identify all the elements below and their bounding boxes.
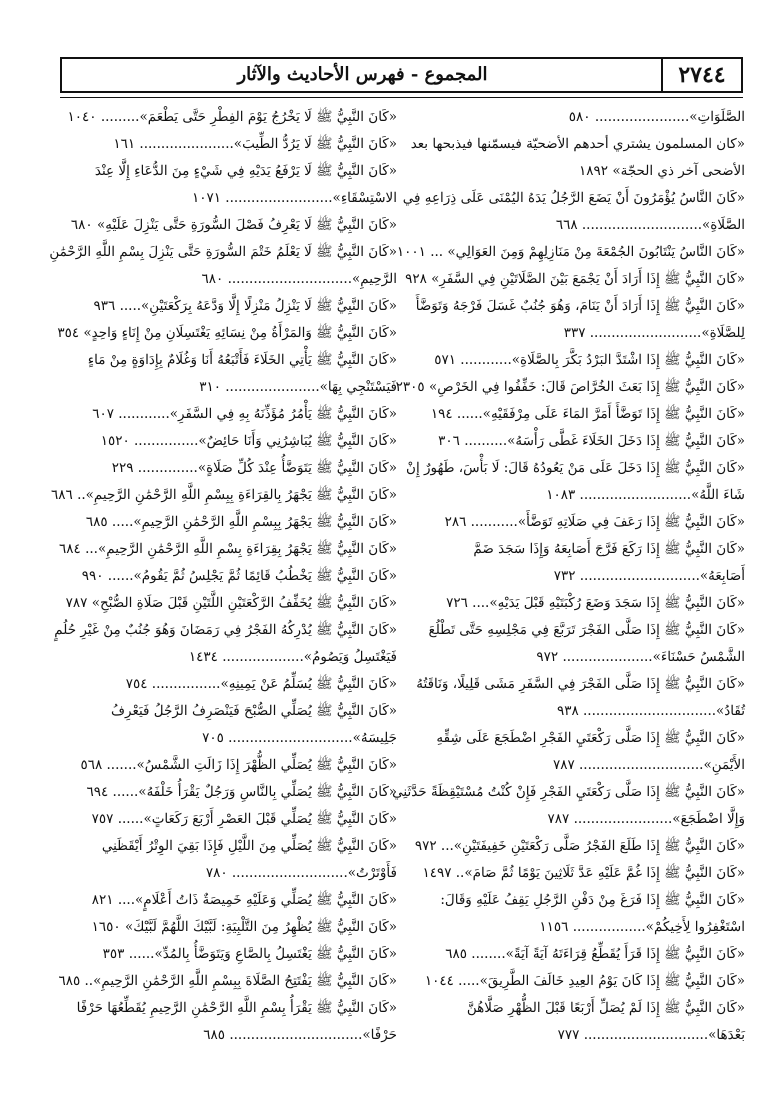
- index-line: «كَانَ النَّبِيُّ ﷺ يُصَلِّي مِنَ اللَّيْلِ فَإِذَا بَقِيَ الوِتْرُ أَيْقَظَنِي: [101, 838, 397, 854]
- index-line: «كَانَ النَّبِيُّ ﷺ يُصَلِّي قَبْلَ العَصْرِ أَرْبَعَ رَكَعَاتٍ»...... ٧٥٧: [91, 811, 397, 827]
- index-line: «كَانَ النَّبِيُّ ﷺ إِذَا بَعَثَ الخُرَّاصَ قَالَ: خَفِّفُوا فِي الخَرْصِ» ٢٣٠٥: [395, 379, 745, 395]
- index-line: «كَانَ النَّبِيُّ ﷺ يَتَوَضَّأُ عِنْدَ كُلِّ صَلَاةٍ».............. ٢٢٩: [111, 460, 397, 476]
- index-line: اسْتَغْفِرُوا لِأَخِيكُمْ»................. ١١٥٦: [539, 919, 745, 935]
- index-line: «كَانَ النَّبِيُّ ﷺ يُخَفِّفُ الرَّكْعَتَيْنِ اللَّتَيْنِ قَبْلَ صَلَاةِ الصُّبْحِ» ٧٨٧: [65, 595, 397, 611]
- index-line: «كَانَ النَّبِيُّ ﷺ يُظْهِرُ مِنَ التَّلْبِيَةِ: لَبَّيْكَ اللَّهُمَّ لَبَّيْكَ» ١٦٥٠: [91, 919, 397, 935]
- index-line: «كَانَ النَّبِيُّ ﷺ إِذَا سَجَدَ وَضَعَ رُكْبَتَيْهِ قَبْلَ يَدَيْهِ».... ٧٢٦: [446, 595, 745, 611]
- index-line: الاسْتِسْقَاءِ»......................... ١٠٧١: [191, 190, 397, 206]
- index-line: «كَانَ النَّبِيُّ ﷺ إِذَا طَلَعَ الفَجْرُ صَلَّى رَكْعَتَيْنِ خَفِيفَتَيْنِ»... ٩٧٢: [414, 838, 745, 854]
- index-line: الشَّمْسُ حَسْنَاءَ»..................... ٩٧٢: [536, 649, 745, 665]
- right-column: [392, 104, 745, 1064]
- index-line: «كَانَ النَّبِيُّ ﷺ إِذَا أَرَادَ أَنْ يَجْمَعَ بَيْنَ الصَّلَاتَيْنِ فِي السَّفَرِ» ٩٢٨: [405, 271, 745, 287]
- index-line: «كَانَ النَّبِيُّ ﷺ إِذَا صَلَّى الفَجْرَ تَرَبَّعَ فِي مَجْلِسِهِ حَتَّى تَطْلُعَ: [428, 622, 745, 638]
- header-rule: [60, 97, 743, 98]
- index-line: وَإِلَّا اضْطَجَعَ»....................... ٧٨٧: [547, 811, 745, 827]
- index-line: «كَانَ النَّبِيُّ ﷺ إِذَا تَوَضَّأَ أَمَرَّ المَاءَ عَلَى مِرْفَقَيْهِ»...... ١٩٤: [430, 406, 745, 422]
- index-line: «كَانَ النَّبِيُّ ﷺ إِذَا أَرَادَ أَنْ يَنَامَ، وَهُوَ جُنُبٌ غَسَلَ فَرْجَهُ وَتَوَضَّأَ: [415, 298, 745, 314]
- page-number: ٢٧٤٤: [661, 59, 741, 91]
- index-line: «كَانَ النَّبِيُّ ﷺ إِذَا صَلَّى الفَجْرَ فِي السَّفَرِ مَشَى قَلِيلًا، وَنَاقَتُهُ: [416, 676, 745, 692]
- index-line: «كَانَ النَّبِيُّ ﷺ إِذَا لَمْ يُصَلِّ أَرْبَعًا قَبْلَ الظُّهْرِ صَلَّاهُنَّ: [466, 1000, 745, 1016]
- index-line: «كَانَ النَّبِيُّ ﷺ يَأْتِي الخَلَاءَ فَأَتْبَعُهُ أَنَا وَغُلَامٌ بِإِدَاوَةٍ مِنْ مَاءٍ: [87, 352, 397, 368]
- index-line: «كَانَ النَّبِيُّ ﷺ إِذَا اشْتَدَّ البَرْدُ بَكَّرَ بِالصَّلَاةِ»............ ٥٧١: [434, 352, 745, 368]
- index-line: «كَانَ النَّبِيُّ ﷺ إِذَا رَعَفَ فِي صَلَاتِهِ تَوَضَّأَ»........... ٢٨٦: [444, 514, 745, 530]
- index-line: «كَانَ النَّبِيُّ ﷺ يَأْمُرُ مُؤَذِّنَهُ بِهِ فِي السَّفَرِ»............ ٦٠٧: [92, 406, 397, 422]
- index-line: فَأَوْتَرْتُ»........................... ٧٨٠: [205, 865, 397, 881]
- index-line: فَيَسْتَنْجِي بِهَا»...................... ٣١٠: [199, 379, 397, 395]
- index-line: «كَانَ النَّبِيُّ ﷺ يَجْهَرُ بِبِسْمِ اللَّهِ الرَّحْمَٰنِ الرَّحِيمِ»..... ٦٨٥: [85, 514, 397, 530]
- index-line: لِلصَّلَاةِ».......................... ٣٣٧: [563, 325, 745, 341]
- index-line: حَرْفًا»............................... ٦٨٥: [203, 1027, 397, 1043]
- index-line: «كَانَ النَّبِيُّ ﷺ يُصَلِّي الصُّبْحَ فَيَنْصَرِفُ الرَّجُلُ فَيَعْرِفُ: [111, 703, 397, 719]
- index-line: «كَانَ النَّبِيُّ ﷺ لَا يَرُدُّ الطِّيبَ»...................... ١٦١: [113, 136, 397, 152]
- index-line: «كَانَ النَّبِيُّ ﷺ يَغْتَسِلُ بِالصَّاعِ وَيَتَوَضَّأُ بِالمُدِّ»...... ٣٥٣: [102, 946, 397, 962]
- index-line: أَصَابِعَهُ»............................ ٧٣٢: [553, 568, 745, 584]
- left-column: [49, 104, 397, 1064]
- index-line: «كَانَ النَّبِيُّ ﷺ لَا يَعْرِفُ فَصْلَ السُّورَةِ حَتَّى يَنْزِلَ عَلَيْهِ» ٦٨٠: [70, 217, 397, 233]
- index-line: الأضحى آخر ذي الحجّة» ١٨٩٢: [579, 163, 745, 179]
- index-line: «كَانَ النَّبِيُّ ﷺ إِذَا رَكَعَ فَرَّجَ أَصَابِعَهُ وَإِذَا سَجَدَ ضَمَّ: [473, 541, 745, 557]
- index-line: «كَانَ النَّبِيُّ ﷺ يُدْرِكُهُ الفَجْرُ فِي رَمَضَانَ وَهُوَ جُنُبٌ مِنْ غَيْرِ حُلُمٍ: [54, 622, 397, 638]
- index-line: «كَانَ النَّبِيُّ ﷺ يُصَلِّي الظُّهْرَ إِذَا زَالَتِ الشَّمْسُ»....... ٥٦٨: [80, 757, 397, 773]
- index-line: «كَانَ النَّبِيُّ ﷺ إِذَا فَرَغَ مِنْ دَفْنِ الرَّجُلِ يَقِفُ عَلَيْهِ وَقَالَ:: [440, 892, 745, 908]
- index-line: تُقَادُ»............................... ٩٣٨: [556, 703, 745, 719]
- index-line: «كَانَ النَّبِيُّ ﷺ إِذَا صَلَّى رَكْعَتَيِ الفَجْرِ اضْطَجَعَ عَلَى شِقِّهِ: [436, 730, 745, 746]
- index-line: «كَانَ النَّبِيُّ ﷺ إِذَا دَخَلَ عَلَى مَنْ يَعُودُهُ قَالَ: لَا بَأْسَ، طَهُورٌ إِنْ: [406, 460, 745, 476]
- index-line: «كَانَ النَّبِيُّ ﷺ إِذَا كَانَ يَوْمُ العِيدِ خَالَفَ الطَّرِيقَ»..... ١٠٤٤: [424, 973, 745, 989]
- index-line: «كَانَ النَّبِيُّ ﷺ يَقْرَأُ بِسْمِ اللَّهِ الرَّحْمَٰنِ الرَّحِيمِ يُقَطِّعُهَا حَرْفًا: [76, 1000, 397, 1016]
- index-line: «كَانَ النَّبِيُّ ﷺ يَخْطُبُ قَائِمًا ثُمَّ يَجْلِسُ ثُمَّ يَقُومُ»...... ٩٩٠: [81, 568, 397, 584]
- index-line: «كَانَ النَّبِيُّ ﷺ لَا يَنْزِلُ مَنْزِلًا إِلَّا وَدَّعَهُ بِرَكْعَتَيْنِ»..... ٩٣٦: [93, 298, 397, 314]
- index-line: «كَانَ النَّبِيُّ ﷺ يُصَلِّي وَعَلَيْهِ خَمِيصَةٌ ذَاتُ أَعْلَامٍ».... ٨٢١: [91, 892, 397, 908]
- index-line: الرَّحِيمِ»............................. ٦٨٠: [201, 271, 397, 287]
- index-line: بَعْدَهَا»............................. ٧٧٧: [557, 1027, 745, 1043]
- index-line: «كان المسلمون يشتري أحدهم الأضحيّة فيسمّنها فيذبحها بعد: [410, 136, 745, 152]
- index-line: «كَانَ النَّبِيُّ ﷺ يُسَلِّمُ عَنْ يَمِينِهِ»................ ٧٥٤: [125, 676, 397, 692]
- page-title: المجموع - فهرس الأحاديث والآثار: [237, 64, 488, 85]
- index-line: «كَانَ النَّبِيُّ ﷺ يَجْهَرُ بِالقِرَاءَةِ بِبِسْمِ اللَّهِ الرَّحْمَٰنِ الرَّحِيمِ».. ٦٨٦: [51, 487, 397, 503]
- index-line: «كَانَ النَّاسُ يَنْتَابُونَ الجُمْعَةَ مِنْ مَنَازِلِهِمْ وَمِنَ العَوَالِي» ... ١٠٠١: [396, 244, 745, 260]
- index-line: الأَيْمَنِ»............................. ٧٨٧: [552, 757, 745, 773]
- index-line: «كَانَ النَّبِيُّ ﷺ إِذَا دَخَلَ الخَلَاءَ غَطَّى رَأْسَهُ».......... ٣٠٦: [438, 433, 745, 449]
- index-line: «كَانَ النَّبِيُّ ﷺ يُصَلِّي بِالنَّاسِ وَرَجُلٌ يَقْرَأُ خَلْفَهُ»...... ٦٩٤: [86, 784, 397, 800]
- index-line: «كَانَ النَّبِيُّ ﷺ يَجْهَرُ بِقِرَاءَةِ بِسْمِ اللَّهِ الرَّحْمَٰنِ الرَّحِيمِ»... ٦٨٤: [59, 541, 397, 557]
- index-line: «كَانَ النَّبِيُّ ﷺ إِذَا غُمَّ عَلَيْهِ عَدَّ ثَلَاثِينَ يَوْمًا ثُمَّ صَامَ».. ١٤٩٧: [422, 865, 745, 881]
- index-line: «كَانَ النَّبِيُّ ﷺ لَا يَخْرُجُ يَوْمَ الفِطْرِ حَتَّى يَطْعَمَ»......... ١٠٤٠: [67, 109, 397, 125]
- index-line: الصَّلَوَاتِ»...................... ٥٨٠: [568, 109, 745, 125]
- index-line: الصَّلَاةِ»............................ ٦٦٨: [555, 217, 745, 233]
- index-line: «كَانَ النَّبِيُّ ﷺ إِذَا صَلَّى رَكْعَتَيِ الفَجْرِ فَإِنْ كُنْتُ مُسْتَيْقِظَةً حَدَّثَنِي: [392, 784, 745, 800]
- index-line: «كَانَ النَّبِيُّ ﷺ إِذَا قَرَأَ يُقَطِّعُ قِرَاءَتَهُ آيَةً آيَةً»........ ٦٨٥: [445, 946, 745, 962]
- index-line: جَلِيسَهُ»............................. ٧٠٥: [202, 730, 397, 746]
- index-line: «كَانَ النَّبِيُّ ﷺ وَالمَرْأَةُ مِنْ نِسَائِهِ يَغْتَسِلَانِ مِنْ إِنَاءٍ وَاحِدٍ» ٣٥٤: [57, 325, 397, 341]
- index-line: «كَانَ النَّبِيُّ ﷺ لَا يَرْفَعُ يَدَيْهِ فِي شَيْءٍ مِنَ الدُّعَاءِ إِلَّا عِنْدَ: [94, 163, 397, 179]
- index-line: فَيَغْتَسِلُ وَيَصُومُ»................... ١٤٣٤: [188, 649, 397, 665]
- index-line: «كَانَ النَّبِيُّ ﷺ يَفْتَتِحُ الصَّلَاةَ بِبِسْمِ اللَّهِ الرَّحْمَٰنِ الرَّحِيمِ».. ٦٨٥: [58, 973, 397, 989]
- index-line: «كَانَ النَّبِيُّ ﷺ لَا يَعْلَمُ خَتْمَ السُّورَةِ حَتَّى يَنْزِلَ بِسْمِ اللَّهِ الرَّحْمَٰنِ: [49, 244, 397, 260]
- page-header: [60, 57, 743, 93]
- index-line: شَاءَ اللَّهُ».......................... ١٠٨٣: [546, 487, 745, 503]
- index-line: «كَانَ النَّاسُ يُؤْمَرُونَ أَنْ يَضَعَ الرَّجُلُ يَدَهُ اليُمْنَى عَلَى ذِرَاعِهِ فِي: [402, 190, 745, 206]
- index-line: «كَانَ النَّبِيُّ ﷺ يُبَاشِرُنِي وَأَنَا حَائِضٌ»............... ١٥٢٠: [100, 433, 397, 449]
